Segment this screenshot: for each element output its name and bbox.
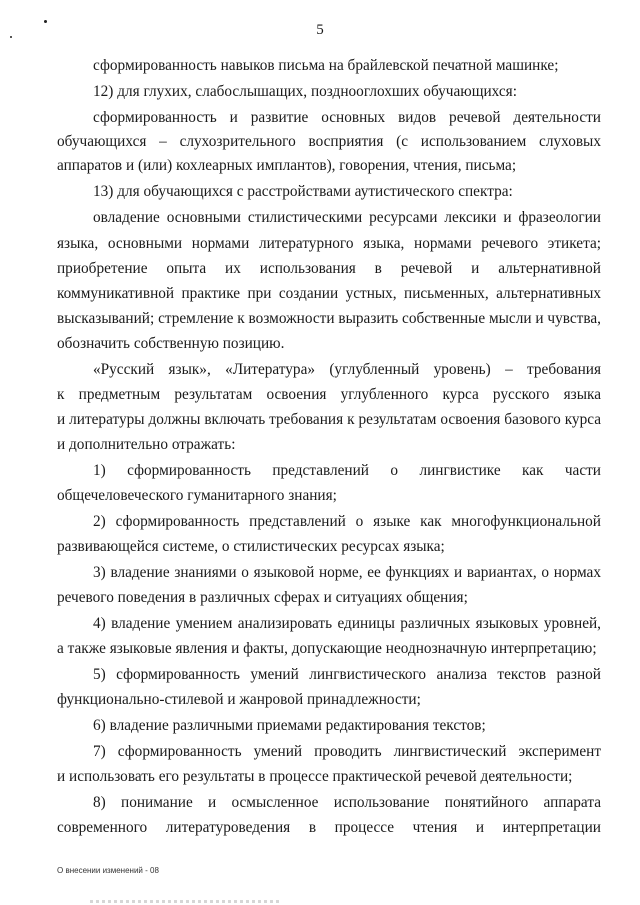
text-line: языка, основными нормами литературного языка, нормами речевого этикета; <box>57 235 601 252</box>
text-line: и литературы должны включать требования к результатам освоения базового курса <box>57 411 601 428</box>
text-line: сформированность и развитие основных видов речевой деятельности <box>93 109 601 126</box>
text-line: развивающейся системе, о стилистических ресурсах языка; <box>57 538 445 555</box>
text-line: овладение основными стилистическими ресурсами лексики и фразеологии <box>93 209 601 226</box>
text-line: приобретение опыта их использования в речевой и альтернативной <box>57 260 601 277</box>
footer-note: О внесении изменений - 08 <box>57 866 159 875</box>
text-line: высказываний; стремление к возможности выразить собственные мысли и чувства, <box>57 310 601 327</box>
text-line: обозначить собственную позицию. <box>57 335 285 352</box>
text-line: 1) сформированность представлений о лингвистике как части <box>93 462 601 479</box>
text-line: 13) для обучающихся с расстройствами аутистического спектра: <box>93 183 513 200</box>
text-line: и дополнительно отражать: <box>57 436 236 453</box>
text-line: функционально-стилевой и жанровой принадлежности; <box>57 691 421 708</box>
text-line: 4) владение умением анализировать единицы различных языковых уровней, <box>93 615 601 632</box>
text-line: и использовать его результаты в процессе практической речевой деятельности; <box>57 768 573 785</box>
text-line: современного литературоведения в процессе чтения и интерпретации <box>57 819 601 836</box>
text-line: аппаратов и (или) кохлеарных имплантов), говорения, чтения, письма; <box>57 157 517 174</box>
text-line: коммуникативной практике при создании устных, письменных, альтернативных <box>57 285 601 302</box>
text-line: 7) сформированность умений проводить лингвистический эксперимент <box>93 743 601 760</box>
text-line: 12) для глухих, слабослышащих, позднооглохших обучающихся: <box>93 83 517 100</box>
text-line: 5) сформированность умений лингвистического анализа текстов разной <box>93 666 601 683</box>
text-line: обучающихся – слухозрительного восприятия (с использованием слуховых <box>57 133 601 150</box>
text-line: общечеловеческого гуманитарного знания; <box>57 487 337 504</box>
text-line: 2) сформированность представлений о языке как многофункциональной <box>93 513 601 530</box>
text-line: сформированность навыков письма на брайлевской печатной машинке; <box>93 57 559 74</box>
scan-artifact <box>90 900 280 903</box>
text-line: речевого поведения в различных сферах и ситуациях общения; <box>57 589 468 606</box>
text-line: а также языковые явления и факты, допускающие неоднозначную интерпретацию; <box>57 640 597 657</box>
text-line: «Русский язык», «Литература» (углубленный уровень) – требования <box>93 361 601 378</box>
text-line: к предметным результатам освоения углубленного курса русского языка <box>57 386 601 403</box>
text-line: 8) понимание и осмысленное использование понятийного аппарата <box>93 794 601 811</box>
text-line: 3) владение знаниями о языковой норме, ее функциях и вариантах, о нормах <box>93 564 601 581</box>
page-number: 5 <box>316 22 324 38</box>
text-line: 6) владение различными приемами редактирования текстов; <box>93 717 486 734</box>
